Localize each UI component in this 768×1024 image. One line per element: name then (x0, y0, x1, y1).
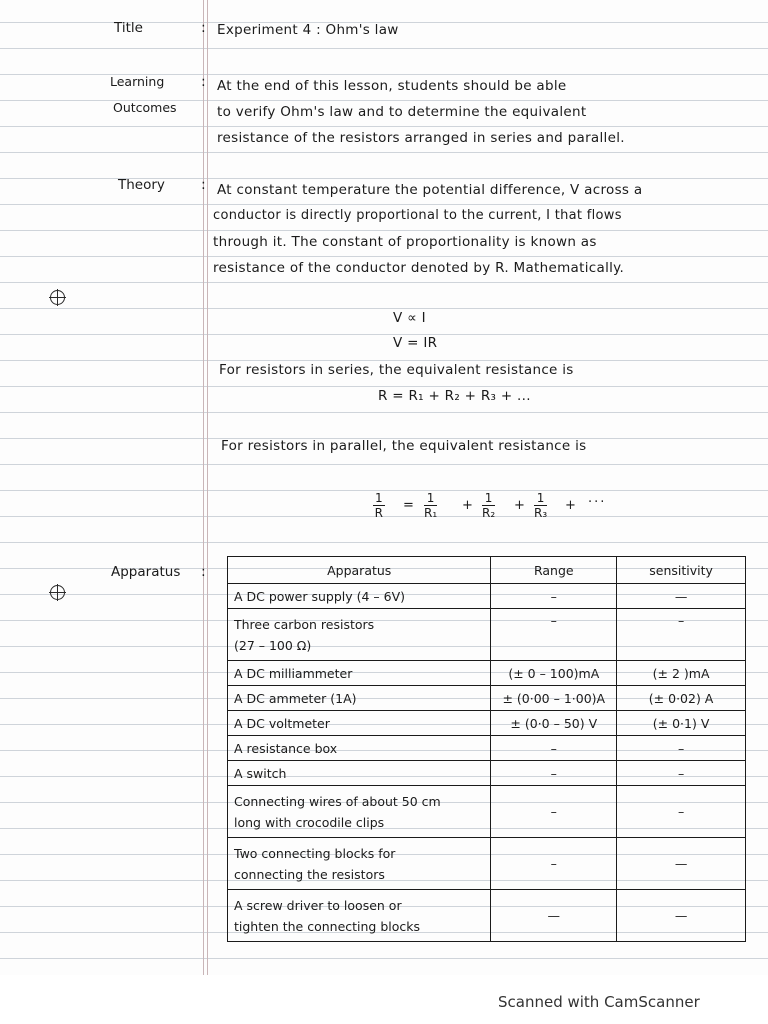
fraction-1-over-r3: $\frac{1}{\text{R₃}}$ (534, 491, 548, 520)
fraction-1-over-r: $\frac{1}{R}$ (374, 491, 383, 520)
apparatus-cell-line: Connecting wires of about 50 cm (234, 793, 441, 809)
series-equation: R = R₁ + R₂ + R₃ + ... (378, 388, 531, 404)
apparatus-cell: A DC power supply (4 – 6V) (228, 584, 491, 609)
sensitivity-cell: — (617, 838, 746, 890)
sensitivity-cell: (± 0·1) V (617, 711, 746, 736)
table-header-row (228, 557, 746, 584)
ellipsis: ··· (588, 495, 607, 510)
apparatus-cell-line: Three carbon resistors (234, 616, 375, 632)
learning-line-3: resistance of the resistors arranged in series and parallel. (217, 130, 625, 146)
sensitivity-cell: (± 0·02) A (617, 686, 746, 711)
theory-line-2: conductor is directly proportional to the current, I that flows (213, 208, 622, 223)
margin-line (203, 0, 204, 975)
table-row (228, 736, 746, 761)
range-cell: – (491, 786, 617, 838)
parallel-text: For resistors in parallel, the equivalent resistance is (221, 438, 587, 454)
sensitivity-cell: – (617, 609, 746, 661)
table-row (228, 761, 746, 786)
table-row (228, 786, 746, 838)
table-row (228, 661, 746, 686)
fraction-1-over-r2: $\frac{1}{\text{R₂}}$ (482, 491, 496, 520)
equals-sign: = (403, 498, 414, 513)
sensitivity-cell: (± 2 )mA (617, 661, 746, 686)
theory-colon: : (201, 177, 206, 193)
theory-line-1: At constant temperature the potential difference, V across a (217, 182, 643, 198)
apparatus-cell: A DC ammeter (1A) (228, 686, 491, 711)
fraction-1-over-r1: $\frac{1}{\text{R₁}}$ (424, 491, 438, 520)
sensitivity-cell: – (617, 761, 746, 786)
sensitivity-cell: — (617, 890, 746, 942)
binder-hole-icon (50, 585, 65, 600)
range-cell: – (491, 584, 617, 609)
range-cell: – (491, 736, 617, 761)
apparatus-cell (228, 890, 491, 942)
apparatus-cell: A DC milliammeter (228, 661, 491, 686)
apparatus-cell-line: long with crocodile clips (234, 814, 385, 830)
apparatus-cell-line: (27 – 100 Ω) (234, 637, 312, 653)
camscanner-footer: Scanned with CamScanner (498, 993, 700, 1011)
apparatus-cell (228, 786, 491, 838)
learning-label: Learning (110, 74, 165, 89)
apparatus-cell: A switch (228, 761, 491, 786)
range-cell: ± (0·00 – 1·00)A (491, 686, 617, 711)
apparatus-cell (228, 838, 491, 890)
table-row (228, 609, 746, 661)
table-row (228, 686, 746, 711)
sensitivity-cell: — (617, 584, 746, 609)
table-row (228, 838, 746, 890)
range-cell: ± (0·0 – 50) V (491, 711, 617, 736)
title-value: Experiment 4 : Ohm's law (217, 22, 399, 38)
learning-line-2: to verify Ohm's law and to determine the equivalent (217, 104, 587, 120)
range-cell: – (491, 609, 617, 661)
apparatus-cell (228, 609, 491, 661)
binder-hole-icon (50, 290, 65, 305)
header-range: Range (491, 557, 617, 584)
apparatus-cell: A DC voltmeter (228, 711, 491, 736)
sensitivity-cell: – (617, 786, 746, 838)
outcomes-label: Outcomes (113, 100, 177, 115)
plus-sign: + (462, 498, 473, 513)
range-cell: – (491, 761, 617, 786)
sensitivity-cell: – (617, 736, 746, 761)
table-row (228, 584, 746, 609)
apparatus-cell-line: tighten the connecting blocks (234, 918, 421, 934)
title-colon: : (201, 20, 206, 36)
table-row (228, 890, 746, 942)
range-cell: — (491, 890, 617, 942)
margin-line (207, 0, 208, 975)
learning-line-1: At the end of this lesson, students should be able (217, 78, 567, 94)
plus-sign: + (514, 498, 525, 513)
theory-label: Theory (118, 177, 165, 193)
title-label: Title (114, 20, 143, 36)
apparatus-colon: : (201, 564, 206, 580)
apparatus-cell: A resistance box (228, 736, 491, 761)
range-cell: (± 0 – 100)mA (491, 661, 617, 686)
theory-line-4: resistance of the conductor denoted by R. Mathematically. (213, 260, 625, 276)
plus-sign: + (565, 498, 576, 513)
apparatus-cell-line: connecting the resistors (234, 866, 385, 882)
learning-colon: : (201, 74, 206, 90)
theory-line-3: through it. The constant of proportionality is known as (213, 234, 597, 250)
header-apparatus: Apparatus (228, 557, 491, 584)
apparatus-cell-line: A screw driver to loosen or (234, 897, 402, 913)
apparatus-cell-line: Two connecting blocks for (234, 845, 396, 861)
table-row (228, 711, 746, 736)
apparatus-table (227, 556, 746, 942)
range-cell: – (491, 838, 617, 890)
equation-ohms-law: V = IR (393, 335, 438, 351)
header-sensitivity: sensitivity (617, 557, 746, 584)
apparatus-label: Apparatus (111, 564, 181, 580)
series-text: For resistors in series, the equivalent resistance is (219, 362, 574, 378)
equation-proportional: V ∝ I (393, 310, 426, 326)
